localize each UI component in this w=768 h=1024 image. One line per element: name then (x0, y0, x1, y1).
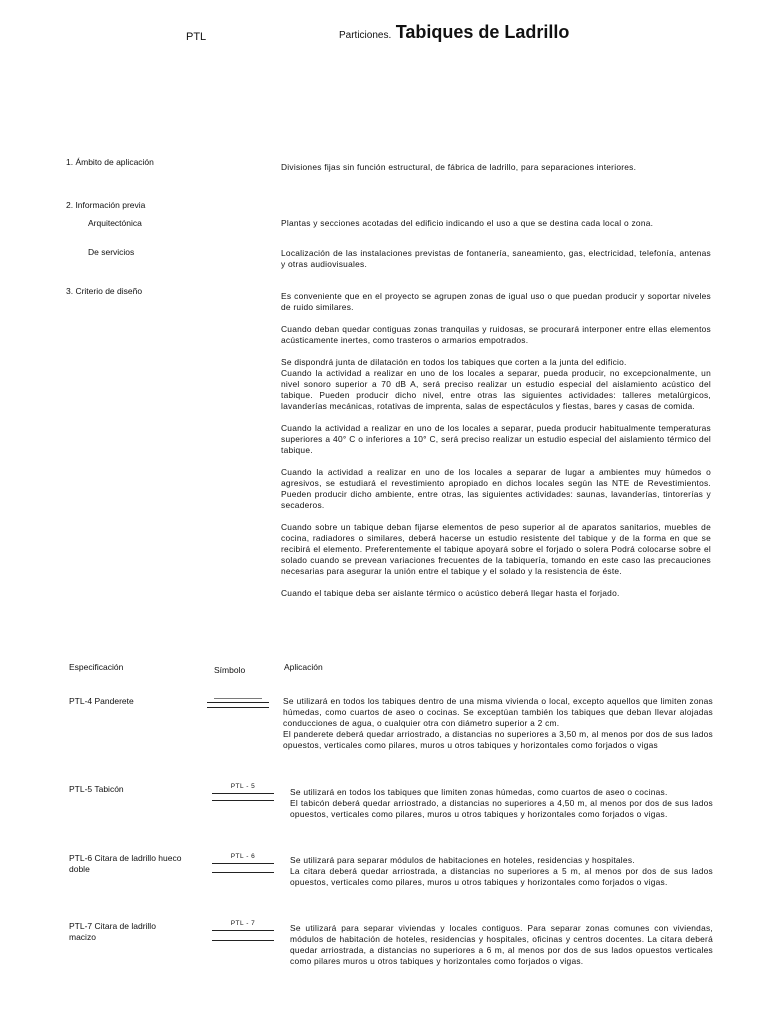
symbol-line (207, 702, 269, 703)
section-ambito-text: Divisiones fijas sin función estructural, de fábrica de ladrillo, para separaciones interiores. (281, 162, 637, 172)
criterio-paragraph: Cuando la actividad a realizar en uno de los locales a separar, pueda producir, no excepcionalmente, un nivel sonoro superior a 70 dB A, será preciso realizar un estudio especial del aislamiento acústico del tabique. Pueden producir dicho nivel, entre otras las siguientes actividades: talleres metalúrgicos, lavanderías mecánicas, rotativas de imprenta, salas de espectáculos y fiestas, bares y casas de comida. (281, 368, 711, 411)
criterio-paragraph: Cuando la actividad a realizar en uno de los locales a separar, pueda producir habitualmente temperaturas superiores a 40° C o inferiores a 10° C, será preciso realizar un estudio especial del aislamiento térmico del tabique. (281, 423, 711, 455)
spec-application (290, 787, 713, 820)
spec-name: PTL-7 Citara de ladrillo macizo (69, 921, 156, 942)
spec-name: PTL-5 Tabicón (69, 784, 124, 794)
document-title (339, 22, 569, 43)
symbol-line (212, 800, 274, 801)
symbol-line (214, 698, 262, 699)
spec-name: PTL-6 Citara de ladrillo hueco doble (69, 853, 182, 874)
symbol-line (207, 707, 269, 708)
column-header-especificacion: Especificación (69, 662, 124, 672)
spec-application (290, 923, 713, 967)
spec-symbol (212, 853, 274, 877)
spec-symbol (207, 698, 269, 712)
title-main: Tabiques de Ladrillo (395, 22, 570, 42)
criterio-paragraph: Cuando sobre un tabique deban fijarse elementos de peso superior al de aparatos sanitarios, muebles de cocina, radiadores o similares, deberá hacerse un estudio resistente del tabique y de la forma en que se recibirá el elemento. Preferentemente el tabique apoyará sobre el forjado o solera Podrá colocarse sobre el solado cuando se prevean variaciones frecuentes de la tabiquería, tomando en este caso las precauciones necesarias para asegurar la unión entre el tabique y el solado y la resistencia de éste. (281, 522, 711, 576)
arquitectonica-text: Plantas y secciones acotadas del edificio indicando el uso a que se destina cada local o zona. (281, 218, 654, 228)
symbol-caption: PTL - 7 (230, 920, 256, 927)
symbol-caption: PTL - 5 (230, 783, 256, 790)
section-ambito-label: 1. Ámbito de aplicación (66, 157, 154, 167)
symbol-line (212, 872, 274, 873)
spec-application (290, 855, 713, 888)
spec-name: PTL-4 Panderete (69, 696, 134, 706)
symbol-line (212, 793, 274, 794)
column-header-aplicacion: Aplicación (284, 662, 323, 672)
criterio-text (281, 291, 711, 599)
criterio-paragraph: Cuando deban quedar contiguas zonas tranquilas y ruidosas, se procurará interponer entre ellas elementos acústicamente inertes, como trasteros o armarios empotrados. (281, 324, 711, 345)
symbol-line (212, 940, 274, 941)
spec-application (283, 696, 713, 751)
criterio-paragraph: Es conveniente que en el proyecto se agrupen zonas de igual uso o que puedan producir y soportar niveles de ruido similares. (281, 291, 711, 312)
spec-application-text: Se utilizará para separar módulos de habitaciones en hoteles, residencias y hospitales. (290, 855, 635, 865)
spec-symbol (212, 783, 274, 805)
servicios-text: Localización de las instalaciones previstas de fontanería, saneamiento, gas, electricidad, telefonía, antenas y otras audiovisuales. (281, 248, 711, 269)
criterio-paragraph: Cuando la actividad a realizar en uno de los locales a separar de lugar a ambientes muy húmedos o agresivos, se estudiará el revestimiento apropiado en dichos locales según las NTE de Revestimientos. Pueden producir dicho ambiente, entre otras, las siguientes actividades: saunas, lavanderías, tintorerías y secaderos. (281, 467, 711, 510)
spec-application-text: Se utilizará para separar viviendas y locales contiguos. Para separar zonas comunes con viviendas, módulos de habitación de hoteles, residencias y hospitales, oficinas y centros docentes. La citara deberá quedar arriostrada, a distancias no superiores a 6 m, al menos por dos de sus lados opuestos verticales como pilares muros u otros tabiques y horizontales como forjados o vigas. (290, 923, 713, 966)
document-code: PTL (186, 31, 207, 43)
title-prefix: Particiones. (339, 30, 392, 41)
symbol-line (212, 863, 274, 864)
spec-application-text: Se utilizará en todos los tabiques dentro de una misma vivienda o local, excepto aquellos que limiten zonas húmedas, como cuartos de aseo o cocinas. Se exceptúan también los tabiques que deban llevar alojadas conducciones de agua, o cualquier otra con diámetro superior a 2 cm. (283, 696, 713, 728)
symbol-line (212, 930, 274, 931)
criterio-paragraph: Se dispondrá junta de dilatación en todos los tabiques que corten a la junta del edificio. (281, 357, 627, 367)
spec-application-text: Se utilizará en todos los tabiques que limiten zonas húmedas, como cuartos de aseo o cocinas. (290, 787, 668, 797)
arquitectonica-label: Arquitectónica (88, 218, 142, 228)
servicios-label: De servicios (88, 247, 135, 257)
criterio-paragraph: Cuando el tabique deba ser aislante térmico o acústico deberá llegar hasta el forjado. (281, 588, 620, 598)
spec-application-text: La citara deberá quedar arriostrada, a distancias no superiores a 5 m, al menos por dos de sus lados opuestos, verticales como pilares, muros u otros tabiques y horizontales como forjados o vigas. (290, 866, 713, 887)
spec-symbol (212, 920, 274, 945)
section-informacion-label: 2. Información previa (66, 200, 146, 210)
section-criterio-label: 3. Criterio de diseño (66, 286, 143, 296)
spec-application-text: El panderete deberá quedar arriostrado, a distancias no superiores a 3,50 m, al menos por dos de sus lados opuestos, verticales como pilares, muros u otros tabiques y horizontales como forjados o vigas (283, 729, 713, 750)
symbol-caption: PTL - 6 (230, 853, 256, 860)
column-header-simbolo: Símbolo (214, 665, 246, 675)
spec-application-text: El tabicón deberá quedar arriostrado, a distancias no superiores a 4,50 m, al menos por dos de sus lados opuestos, verticales como pilares, muros u otros tabiques y horizontales como forjados o vigas. (290, 798, 713, 819)
